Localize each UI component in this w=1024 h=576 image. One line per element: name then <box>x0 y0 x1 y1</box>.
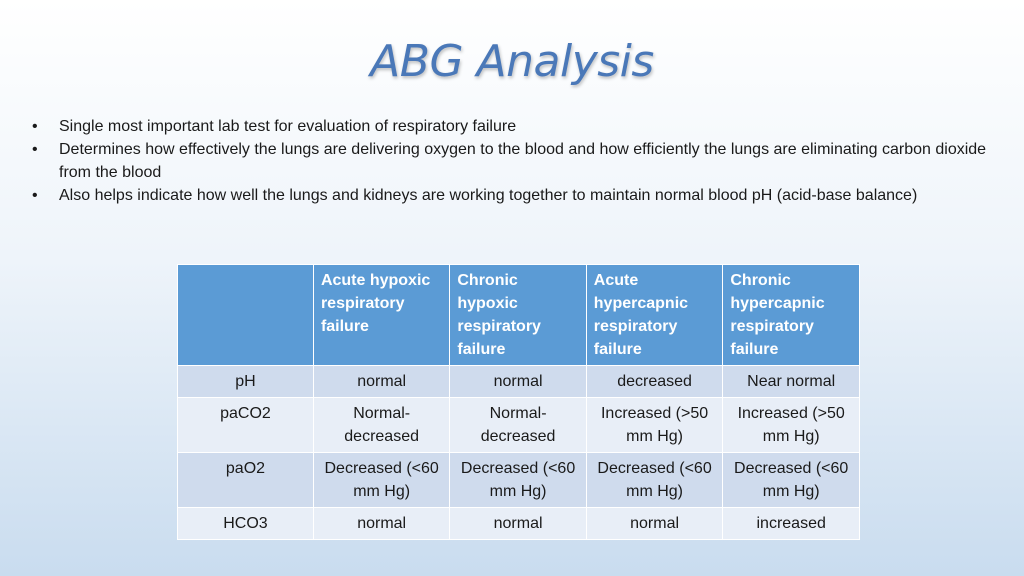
table-cell: Decreased (<60 mm Hg) <box>450 453 586 508</box>
bullet-icon: • <box>32 187 38 204</box>
row-label: HCO3 <box>178 508 314 540</box>
bullet-item <box>32 138 992 184</box>
table-cell: decreased <box>586 366 723 398</box>
row-label: paO2 <box>178 453 314 508</box>
table-cell: normal <box>586 508 723 540</box>
bullet-item <box>32 184 992 207</box>
bullet-icon: • <box>32 141 38 158</box>
header-cell-acute-hypoxic: Acute hypoxic respiratory failure <box>313 265 449 366</box>
abg-table <box>177 264 860 540</box>
table-cell: Normal-decreased <box>313 398 449 453</box>
bullet-text: Also helps indicate how well the lungs and kidneys are working together to maintain normal blood pH (acid-base balance) <box>59 187 918 204</box>
table-cell: Decreased (<60 mm Hg) <box>313 453 449 508</box>
row-label: paCO2 <box>178 398 314 453</box>
header-cell-chronic-hypercapnic: Chronic hypercapnic respiratory failure <box>723 265 860 366</box>
bullet-icon: • <box>32 118 38 135</box>
table-cell: Near normal <box>723 366 860 398</box>
header-cell-acute-hypercapnic: Acute hypercapnic respiratory failure <box>586 265 723 366</box>
slide-title: ABG Analysis <box>370 36 654 87</box>
table-cell: Normal-decreased <box>450 398 586 453</box>
table-row-hco3 <box>178 508 860 540</box>
table-row-pao2 <box>178 453 860 508</box>
table-cell: normal <box>313 366 449 398</box>
header-cell-corner <box>178 265 314 366</box>
bullet-text: Determines how effectively the lungs are delivering oxygen to the blood and how efficiently the lungs are eliminating carbon dioxide from the blood <box>59 141 987 181</box>
bullet-text: Single most important lab test for evaluation of respiratory failure <box>59 118 517 135</box>
table-cell: Increased (>50 mm Hg) <box>586 398 723 453</box>
table-cell: Decreased (<60 mm Hg) <box>586 453 723 508</box>
bullet-list <box>32 115 992 207</box>
row-label: pH <box>178 366 314 398</box>
bullet-item <box>32 115 992 138</box>
table-cell: Increased (>50 mm Hg) <box>723 398 860 453</box>
table-cell: Decreased (<60 mm Hg) <box>723 453 860 508</box>
table-header-row <box>178 265 860 366</box>
table-cell: normal <box>450 508 586 540</box>
header-cell-chronic-hypoxic: Chronic hypoxic respiratory failure <box>450 265 586 366</box>
table-row-paco2 <box>178 398 860 453</box>
table-cell: normal <box>450 366 586 398</box>
table-cell: normal <box>313 508 449 540</box>
table-cell: increased <box>723 508 860 540</box>
table-row-ph <box>178 366 860 398</box>
